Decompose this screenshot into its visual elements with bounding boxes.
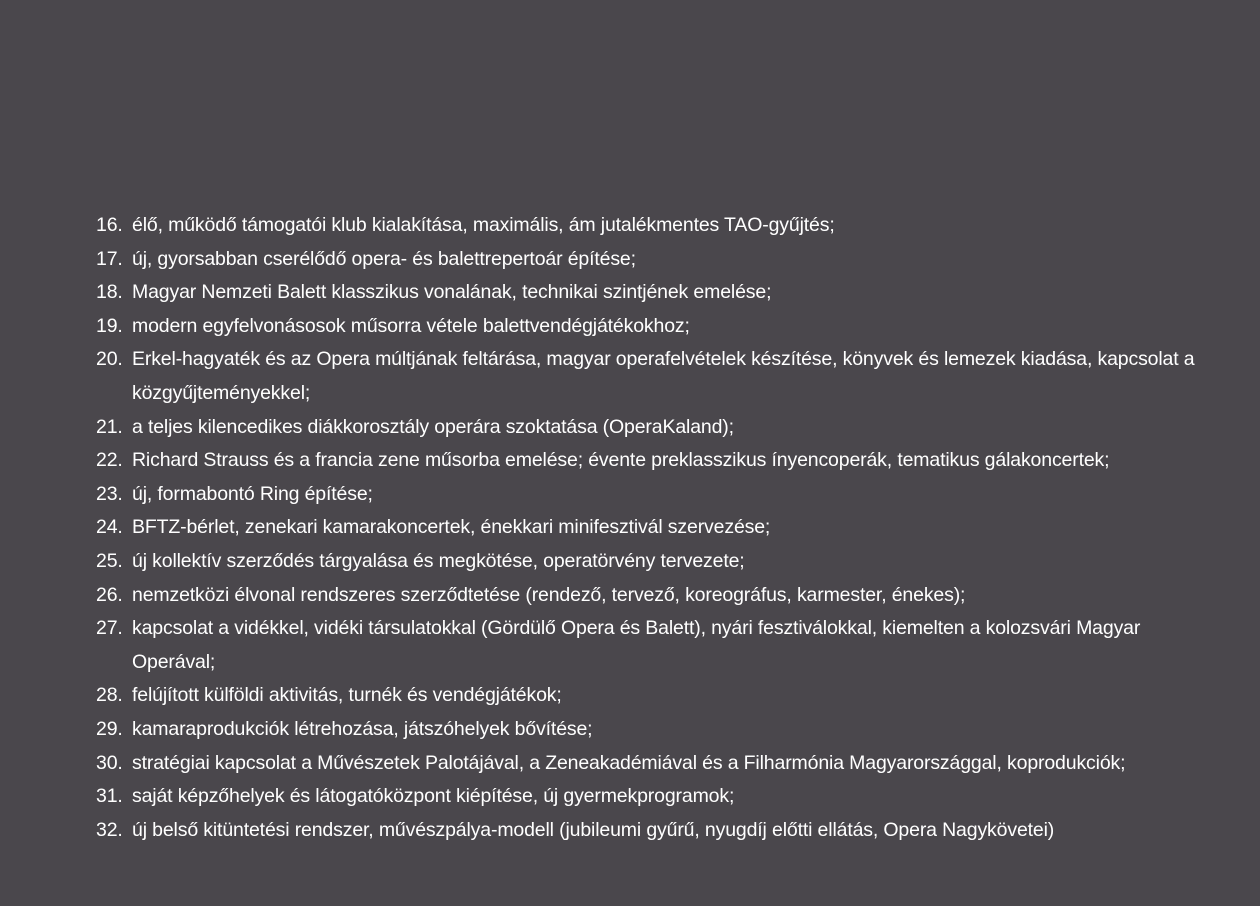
- item-text: új, formabontó Ring építése;: [132, 482, 373, 505]
- item-text: új, gyorsabban cserélődő opera- és balettrepertoár építése;: [132, 247, 636, 270]
- list-item: [96, 243, 1206, 277]
- item-number: 24.: [96, 516, 123, 539]
- goal-list: [96, 209, 1206, 847]
- item-text: kapcsolat a vidékkel, vidéki társulatokkal (Gördülő Opera és Balett), nyári fesztiválokkal, kiemelten a kolozsvári Magyar Operával;: [132, 617, 1141, 673]
- item-number: 26.: [96, 583, 123, 606]
- item-text: Erkel-hagyaték és az Opera múltjának feltárása, magyar operafelvételek készítése, könyvek és lemezek kiadása, kapcsolat a közgyűjteményekkel;: [132, 348, 1195, 404]
- item-number: 16.: [96, 214, 123, 236]
- item-text: stratégiai kapcsolat a Művészetek Palotájával, a Zeneakadémiával és a Filharmónia Magyarországgal, koprodukciók;: [132, 751, 1126, 774]
- item-text: Magyar Nemzeti Balett klasszikus vonalának, technikai szintjének emelése;: [132, 281, 772, 304]
- list-item: [96, 713, 1206, 747]
- list-item: [96, 478, 1206, 512]
- item-text: BFTZ-bérlet, zenekari kamarakoncertek, énekkari minifesztivál szervezése;: [132, 516, 771, 539]
- list-item: [96, 310, 1206, 344]
- list-item: [96, 814, 1206, 848]
- item-text: nemzetközi élvonal rendszeres szerződtetése (rendező, tervező, koreográfus, karmester, énekes);: [132, 583, 966, 606]
- item-number: 21.: [96, 415, 123, 438]
- item-number: 17.: [96, 247, 123, 270]
- item-text: felújított külföldi aktivitás, turnék és vendégjátékok;: [132, 684, 562, 707]
- item-number: 30.: [96, 751, 123, 774]
- item-text: modern egyfelvonásosok műsorra vétele balettvendégjátékokhoz;: [132, 314, 690, 337]
- item-text: saját képzőhelyek és látogatóközpont kiépítése, új gyermekprogramok;: [132, 785, 735, 808]
- item-number: 19.: [96, 314, 123, 337]
- item-number: 27.: [96, 617, 123, 640]
- item-number: 23.: [96, 482, 123, 505]
- item-number: 29.: [96, 717, 123, 740]
- item-number: 25.: [96, 549, 123, 572]
- list-item: [96, 747, 1206, 781]
- list-item: [96, 343, 1206, 410]
- list-item: [96, 411, 1206, 445]
- item-text: Richard Strauss és a francia zene műsorba emelése; évente preklasszikus ínyencoperák, tematikus gálakoncertek;: [132, 449, 1110, 472]
- list-item: [96, 545, 1206, 579]
- list-item: [96, 511, 1206, 545]
- item-number: 32.: [96, 818, 123, 841]
- list-item: [96, 612, 1206, 679]
- list-item: [96, 444, 1206, 478]
- list-item: [96, 579, 1206, 613]
- list-item: [96, 209, 1206, 243]
- item-number: 31.: [96, 785, 123, 808]
- item-text: élő, működő támogatói klub kialakítása, maximális, ám jutalékmentes TAO-gyűjtés;: [132, 214, 835, 236]
- item-number: 18.: [96, 281, 123, 304]
- list-item: [96, 679, 1206, 713]
- item-text: kamaraprodukciók létrehozása, játszóhelyek bővítése;: [132, 717, 593, 740]
- item-text: új kollektív szerződés tárgyalása és megkötése, operatörvény tervezete;: [132, 549, 745, 572]
- list-item: [96, 276, 1206, 310]
- item-text: a teljes kilencedikes diákkorosztály operára szoktatása (OperaKaland);: [132, 415, 734, 438]
- list-item: [96, 780, 1206, 814]
- item-number: 22.: [96, 449, 123, 472]
- item-text: új belső kitüntetési rendszer, művészpálya-modell (jubileumi gyűrű, nyugdíj előtti ellátás, Opera Nagykövetei): [132, 818, 1055, 841]
- item-number: 20.: [96, 348, 123, 371]
- item-number: 28.: [96, 684, 123, 707]
